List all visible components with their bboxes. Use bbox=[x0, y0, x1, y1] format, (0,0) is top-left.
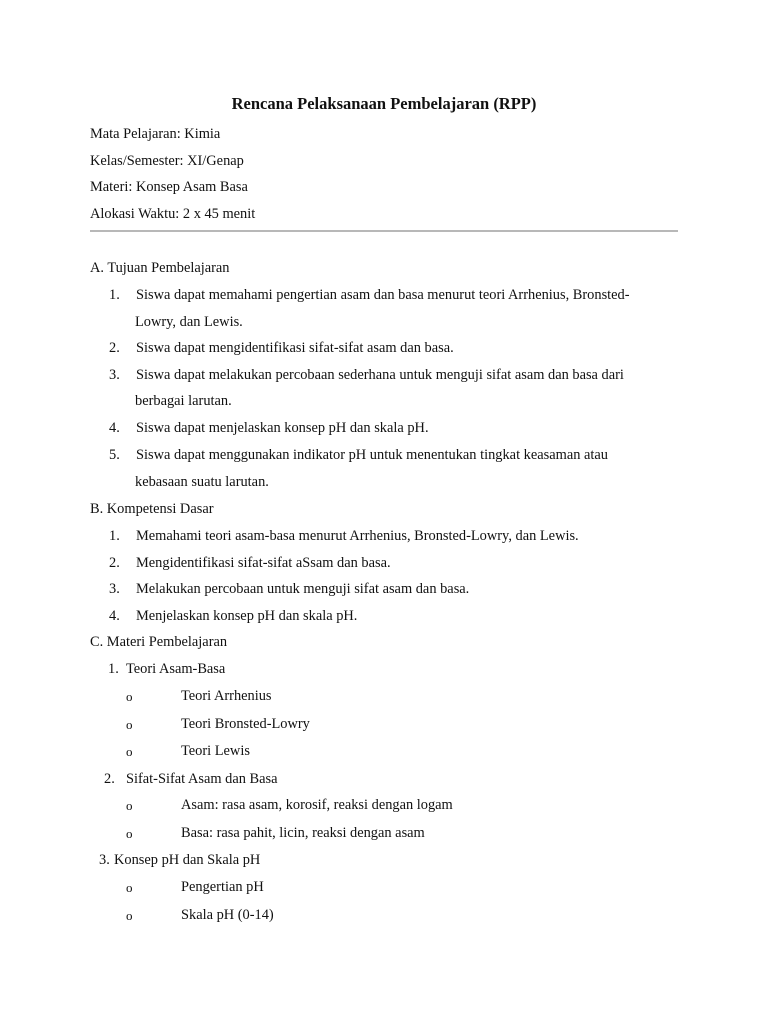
section-a-heading: A. Tujuan Pembelajaran bbox=[90, 260, 230, 276]
meta-class-semester: Kelas/Semester: XI/Genap bbox=[90, 153, 244, 169]
section-a-item-number: 4. bbox=[109, 420, 120, 436]
bullet-marker: o bbox=[126, 717, 133, 732]
section-c-heading: C. Materi Pembelajaran bbox=[90, 634, 228, 650]
section-c-sub-item: Asam: rasa asam, korosif, reaksi dengan logam bbox=[181, 797, 453, 813]
section-c-sub-item: Skala pH (0-14) bbox=[181, 907, 274, 923]
section-a-item-text: Siswa dapat melakukan percobaan sederhana untuk menguji sifat asam dan basa dari bbox=[136, 367, 624, 383]
section-a-item-text: Siswa dapat menggunakan indikator pH untuk menentukan tingkat keasaman atau bbox=[136, 447, 608, 463]
section-a-item-text-continued: kebasaan suatu larutan. bbox=[135, 474, 269, 490]
meta-time-allocation: Alokasi Waktu: 2 x 45 menit bbox=[90, 206, 256, 222]
section-c-sub-item: Basa: rasa pahit, licin, reaksi dengan asam bbox=[181, 825, 425, 841]
section-a-item-text-continued: Lowry, dan Lewis. bbox=[135, 314, 243, 330]
section-b-item-text: Memahami teori asam-basa menurut Arrhenius, Bronsted-Lowry, dan Lewis. bbox=[136, 528, 579, 544]
section-a-item-number: 1. bbox=[109, 287, 120, 303]
bullet-marker: o bbox=[126, 908, 133, 923]
section-b-item-text: Menjelaskan konsep pH dan skala pH. bbox=[136, 608, 358, 624]
meta-material: Materi: Konsep Asam Basa bbox=[90, 179, 248, 195]
section-a-item-text: Siswa dapat memahami pengertian asam dan basa menurut teori Arrhenius, Bronsted- bbox=[136, 287, 630, 303]
section-b-item-text: Mengidentifikasi sifat-sifat aSsam dan basa. bbox=[136, 555, 391, 571]
section-c-group-title: Konsep pH dan Skala pH bbox=[114, 852, 261, 868]
section-b-item-number: 4. bbox=[109, 608, 120, 624]
section-c-sub-item: Teori Bronsted-Lowry bbox=[181, 716, 310, 732]
section-c-group-title: Teori Asam-Basa bbox=[126, 661, 226, 677]
section-c-group-number: 1. bbox=[108, 661, 119, 677]
bullet-marker: o bbox=[126, 798, 133, 813]
section-c-sub-item: Teori Arrhenius bbox=[181, 688, 272, 704]
section-a-item-number: 2. bbox=[109, 340, 120, 356]
section-c-group-number: 3. bbox=[99, 852, 110, 868]
document-title: Rencana Pelaksanaan Pembelajaran (RPP) bbox=[231, 94, 537, 113]
section-a-item-number: 3. bbox=[109, 367, 120, 383]
section-b-item-number: 1. bbox=[109, 528, 120, 544]
section-c-group-number: 2. bbox=[104, 771, 115, 787]
meta-subject: Mata Pelajaran: Kimia bbox=[90, 126, 221, 142]
section-a-item-number: 5. bbox=[109, 447, 120, 463]
bullet-marker: o bbox=[126, 689, 133, 704]
section-a-item-text: Siswa dapat menjelaskan konsep pH dan skala pH. bbox=[136, 420, 429, 436]
section-c-group-title: Sifat-Sifat Asam dan Basa bbox=[126, 771, 278, 787]
bullet-marker: o bbox=[126, 826, 133, 841]
bullet-marker: o bbox=[126, 744, 133, 759]
section-b-item-text: Melakukan percobaan untuk menguji sifat asam dan basa. bbox=[136, 581, 470, 597]
section-a-item-text-continued: berbagai larutan. bbox=[135, 393, 232, 409]
section-a-item-text: Siswa dapat mengidentifikasi sifat-sifat asam dan basa. bbox=[136, 340, 454, 356]
section-c-sub-item: Pengertian pH bbox=[181, 879, 264, 895]
section-b-item-number: 3. bbox=[109, 581, 120, 597]
section-b-heading: B. Kompetensi Dasar bbox=[90, 501, 214, 517]
bullet-marker: o bbox=[126, 880, 133, 895]
header-divider bbox=[90, 230, 678, 232]
section-b-item-number: 2. bbox=[109, 555, 120, 571]
section-c-sub-item: Teori Lewis bbox=[181, 743, 250, 759]
